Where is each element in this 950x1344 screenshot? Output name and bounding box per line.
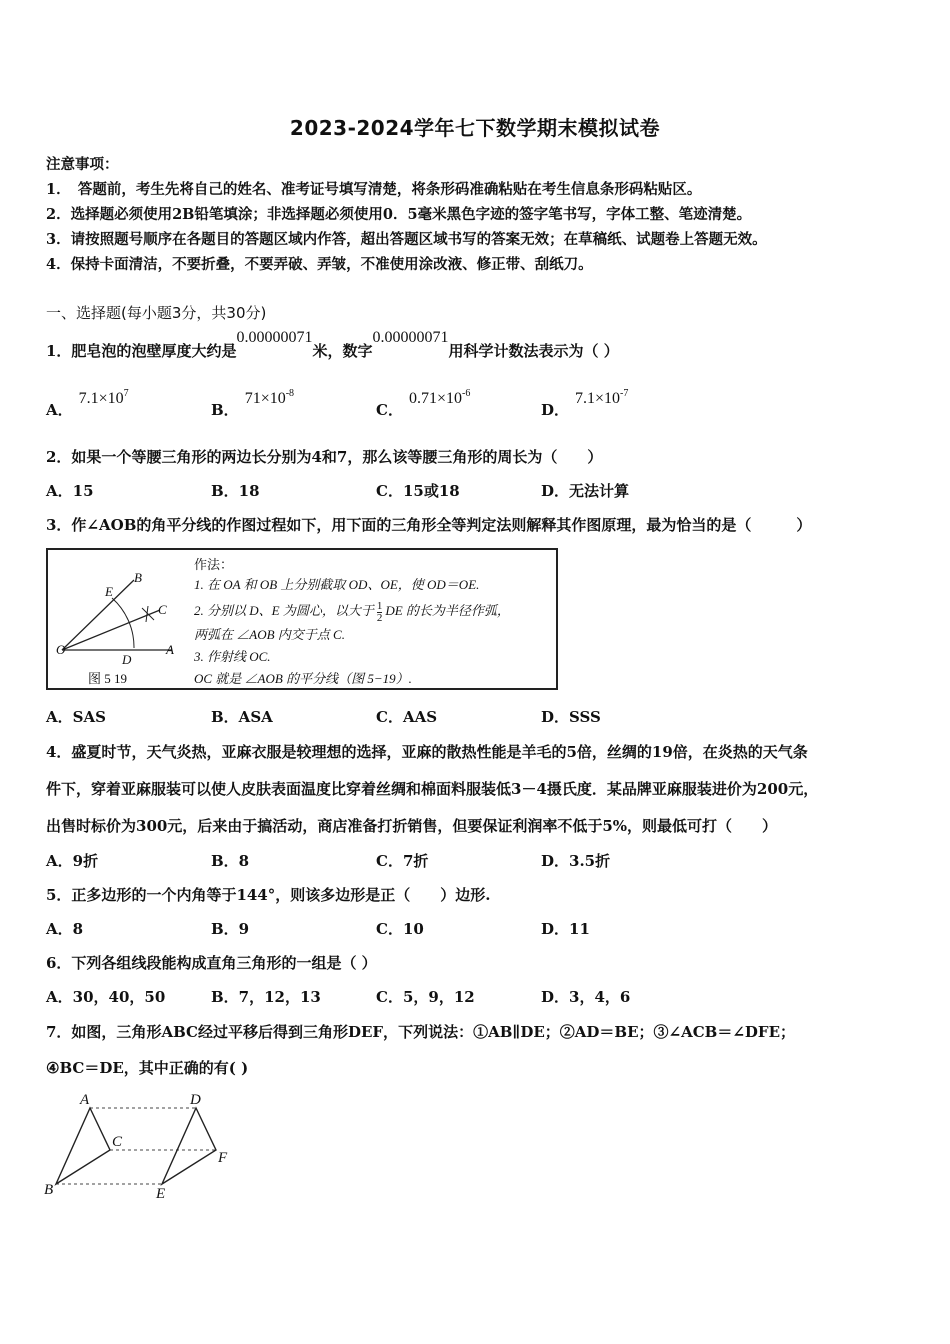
label-e: E: [156, 1186, 166, 1202]
question-4-line-3: 出售时标价为300元，后来由于搞活动，商店准备打折销售，但要保证利润率不低于5%，则最低可打（ ）: [46, 817, 778, 835]
triangle-def: [162, 1108, 216, 1184]
q6-option-b[interactable]: B．7，12，13: [211, 988, 321, 1006]
question-5-text: 5．正多边形的一个内角等于144°，则该多边形是正（ ）边形.: [46, 886, 491, 904]
q5-option-a[interactable]: A．8: [46, 920, 84, 938]
question-2-text: 2．如果一个等腰三角形的两边长分别为4和7，那么该等腰三角形的周长为（ ）: [46, 448, 603, 466]
question-3-text: 3．作∠AOB的角平分线的作图过程如下，用下面的三角形全等判定法则解释其作图原理，最为恰当的是（ ）: [46, 516, 812, 534]
option-label: B．: [211, 401, 239, 419]
method-heading: 作法：: [194, 557, 234, 572]
q5-option-d[interactable]: D．11: [541, 920, 590, 938]
method-step-4: OC 就是 ∠AOB 的平分线（图 5−19）.: [194, 671, 412, 686]
q3-option-d[interactable]: D．SSS: [541, 708, 601, 726]
option-base: 0.71×10: [408, 390, 462, 407]
q1-number: 0.00000071: [372, 329, 449, 346]
question-4-line-1: 4．盛夏时节，天气炎热，亚麻衣服是较理想的选择，亚麻的散热性能是羊毛的5倍，丝绸的19倍，在炎热的天气条: [46, 743, 808, 761]
q1-post: 用科学计数法表示为（ ）: [448, 342, 619, 360]
section-heading: 一、选择题(每小题3分，共30分): [46, 304, 267, 322]
q4-option-d[interactable]: D．3.5折: [541, 852, 611, 870]
q3-option-c[interactable]: C．AAS: [376, 708, 438, 726]
q6-option-c[interactable]: C．5，9，12: [376, 988, 475, 1006]
option-base: 7.1×10: [78, 390, 124, 407]
arc-de: [112, 598, 134, 648]
ray-ob: [62, 580, 134, 650]
label-d: D: [122, 652, 132, 667]
notice-item: 3．请按照题号顺序在各题目的答题区域内作答，超出答题区域书写的答案无效；在草稿纸、试题卷上答题无效。: [46, 231, 767, 248]
label-o: O: [56, 642, 66, 657]
q1-number: 0.00000071: [236, 329, 313, 346]
triangle-abc: [56, 1108, 110, 1184]
q2-option-b[interactable]: B．18: [211, 482, 260, 500]
method-step-2: [194, 600, 510, 624]
label-a: A: [80, 1092, 90, 1108]
label-d: D: [190, 1092, 201, 1108]
option-exponent: -7: [620, 388, 629, 399]
question-4-line-2: 件下，穿着亚麻服装可以使人皮肤表面温度比穿着丝绸和棉面料服装低3－4摄氏度．某品牌亚麻服装进价为200元，: [46, 780, 819, 798]
method-step-2b: 两弧在 ∠AOB 内交于点 C.: [194, 627, 345, 642]
q2-option-c[interactable]: C．15或18: [376, 482, 460, 500]
notice-heading: 注意事项：: [46, 156, 119, 173]
q6-option-d[interactable]: D．3，4，6: [541, 988, 631, 1006]
step2-pre: 2. 分别以 D、E 为圆心，以大于: [194, 603, 374, 618]
option-label: D．: [541, 401, 570, 419]
q3-option-b[interactable]: B．ASA: [211, 708, 273, 726]
label-a: A: [166, 642, 174, 657]
notice-item: 4．保持卡面清洁，不要折叠，不要弄破、弄皱，不准使用涂改液、修正带、刮纸刀。: [46, 256, 593, 273]
q6-option-a[interactable]: A．30，40，50: [46, 988, 166, 1006]
ray-oc: [62, 610, 160, 650]
q4-option-b[interactable]: B．8: [211, 852, 250, 870]
option-label: C．: [376, 401, 403, 419]
arc-intersection: [142, 606, 154, 622]
q5-option-b[interactable]: B．9: [211, 920, 250, 938]
label-c: C: [158, 602, 167, 617]
q3-option-a[interactable]: A．SAS: [46, 708, 106, 726]
q2-option-a[interactable]: A．15: [46, 482, 94, 500]
q4-option-a[interactable]: A．9折: [46, 852, 99, 870]
method-step-1: 1. 在 OA 和 OB 上分别截取 OD、OE，使 OD＝OE.: [194, 577, 480, 592]
option-base: 7.1×10: [575, 390, 621, 407]
figure-caption: 图 5 19: [88, 671, 128, 686]
label-b: B: [44, 1182, 54, 1198]
label-c: C: [112, 1134, 123, 1150]
label-b: B: [134, 570, 142, 585]
q5-option-c[interactable]: C．10: [376, 920, 424, 938]
method-step-3: 3. 作射线 OC.: [194, 649, 271, 664]
option-label: A．: [46, 401, 73, 419]
question-1-text: [46, 329, 619, 361]
construction-figure: [46, 548, 558, 690]
triangles-diagram: [40, 1090, 240, 1205]
fraction-numerator: 1: [376, 599, 383, 612]
q4-option-c[interactable]: C．7折: [376, 852, 429, 870]
question-7-line-1: 7．如图，三角形ABC经过平移后得到三角形DEF，下列说法：①AB∥DE；②AD＝BE；③∠ACB＝∠DFE；: [46, 1023, 795, 1041]
fraction-denominator: 2: [376, 611, 383, 624]
option-exponent: -8: [285, 388, 295, 399]
notice-item: 1． 答题前，考生先将自己的姓名、准考证号填写清楚，将条形码准确粘贴在考生信息条形码粘贴区。: [46, 181, 702, 198]
q2-option-d[interactable]: D．无法计算: [541, 482, 630, 500]
question-7-line-2: ④BC＝DE，其中正确的有( ): [46, 1059, 249, 1077]
label-e: E: [105, 584, 113, 599]
q1-mid: 米，数字: [312, 342, 373, 360]
page-title: 2023-2024学年七下数学期末模拟试卷: [289, 116, 661, 140]
step2-post: DE 的长为半径作弧，: [385, 603, 510, 618]
q1-pre: 1．肥皂泡的泡壁厚度大约是: [46, 342, 237, 360]
translation-figure: [40, 1090, 240, 1205]
option-exponent: 7: [123, 388, 129, 399]
question-6-text: 6．下列各组线段能构成直角三角形的一组是（ ）: [46, 954, 377, 972]
label-f: F: [218, 1150, 228, 1166]
notice-item: 2．选择题必须使用2B铅笔填涂；非选择题必须使用0．5毫米黑色字迹的签字笔书写，字体工整、笔迹清楚。: [46, 206, 752, 223]
fraction: [377, 601, 383, 624]
option-base: 71×10: [244, 390, 286, 407]
option-exponent: -6: [461, 388, 471, 399]
